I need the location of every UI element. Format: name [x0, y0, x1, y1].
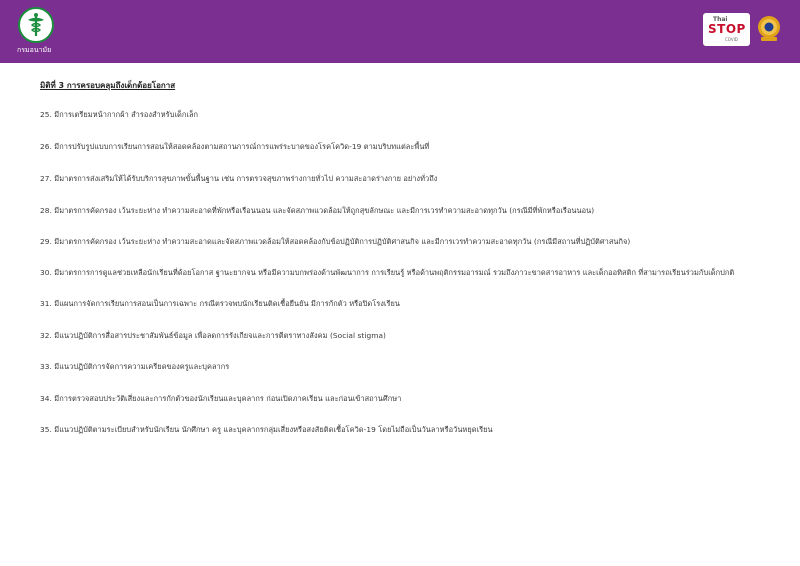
- section-title: มิติที่ 3 การครอบคลุมถึงเด็กด้อยโอกาส: [40, 81, 176, 90]
- list-item: 27. มีมาตรการส่งเสริมให้ได้รับบริการสุขภาพขั้นพื้นฐาน เช่น การตรวจสุขภาพร่างกายทั่วไป ความสะอาดร่างกาย อย่างทั่วถึง: [40, 174, 438, 183]
- header-bar: [0, 0, 800, 63]
- government-seal-icon: [757, 15, 781, 43]
- list-item: 32. มีแนวปฏิบัติการสื่อสารประชาสัมพันธ์ข้อมูล เพื่อลดการรังเกียจและการตีตราทางสังคม (Social stigma): [40, 331, 386, 340]
- list-item: 28. มีมาตรการคัดกรอง เว้นระยะห่าง ทำความสะอาดที่พักหรือเรือนนอน และจัดสภาพแวดล้อมให้ถูกสุขลักษณะ และมีการเวรทำความสะอาดทุกวัน (กรณีมีที่พักหรือเรือนนอน): [40, 206, 595, 215]
- department-of-health-logo-icon: [18, 7, 54, 43]
- badge-stop-text: STOP: [708, 22, 746, 36]
- org-caption: กรมอนามัย: [17, 46, 52, 54]
- list-item: 35. มีแนวปฏิบัติตามระเบียบสำหรับนักเรียน นักศึกษา ครู และบุคลากรกลุ่มเสี่ยงหรือสงสัยติดเชื้อโควิด-19 โดยไม่ถือเป็นวันลาหรือวันหยุดเรียน: [40, 425, 493, 434]
- badge-sub-text: COVID: [725, 37, 738, 42]
- list-item: 25. มีการเตรียมหน้ากากผ้า สำรองสำหรับเด็กเล็ก: [40, 110, 199, 119]
- list-item: 34. มีการตรวจสอบประวัติเสี่ยงและการกักตัวของนักเรียนและบุคลากร ก่อนเปิดภาคเรียน และก่อนเข้าสถานศึกษา: [40, 394, 402, 403]
- thai-stop-covid-badge-icon: [703, 13, 750, 46]
- list-item: 30. มีมาตรการการดูแลช่วยเหลือนักเรียนที่ด้อยโอกาส ฐานะยากจน หรือมีความบกพร่องด้านพัฒนาการ การเรียนรู้ หรือด้านพฤติกรรมอารมณ์ รวมถึงภาวะขาดสารอาหาร และเด็กออทิสติก ที่สามารถเรียนร่วมกับเด็กปกติ: [40, 268, 735, 277]
- badge-small-text: Thai: [713, 16, 728, 23]
- department-of-health-logo: [17, 7, 57, 54]
- list-item: 33. มีแนวปฏิบัติการจัดการความเครียดของครูและบุคลากร: [40, 362, 230, 371]
- content-area: [0, 63, 800, 566]
- list-item: 29. มีมาตรการคัดกรอง เว้นระยะห่าง ทำความสะอาดและจัดสภาพแวดล้อมให้สอดคล้องกับข้อปฏิบัติการปฏิบัติศาสนกิจ และมีการเวรทำความสะอาดทุกวัน (กรณีมีสถานที่ปฏิบัติศาสนกิจ): [40, 237, 631, 246]
- list-item: 26. มีการปรับรูปแบบการเรียนการสอนให้สอดคล้องตามสถานการณ์การแพร่ระบาดของโรคโควิด-19 ตามบริบทแต่ละพื้นที่: [40, 142, 430, 151]
- list-item: 31. มีแผนการจัดการเรียนการสอนเป็นการเฉพาะ กรณีตรวจพบนักเรียนติดเชื้อยืนยัน มีการกักตัว หรือปิดโรงเรียน: [40, 299, 401, 308]
